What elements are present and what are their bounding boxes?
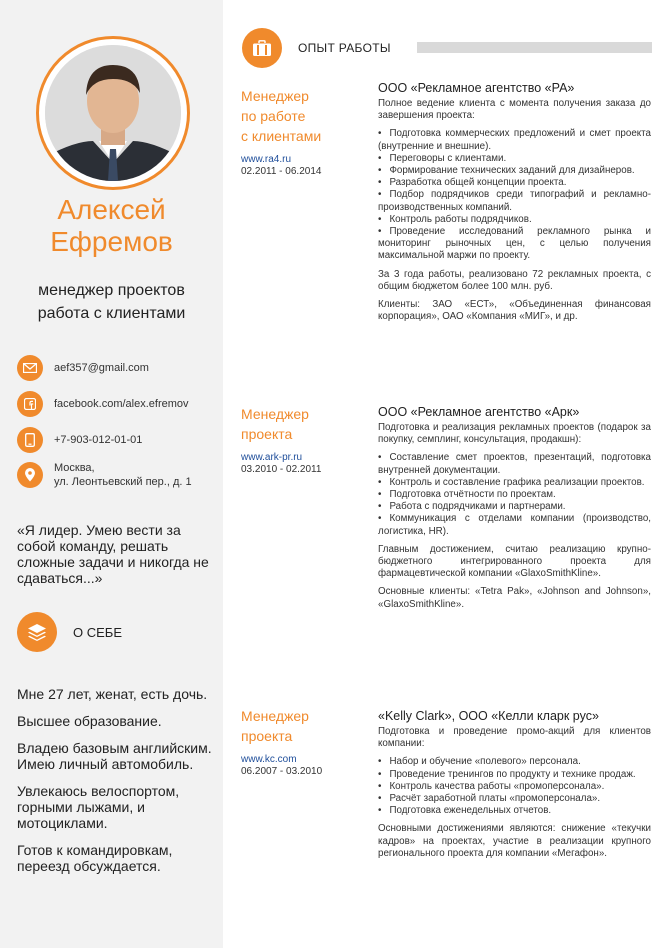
job-dates: 02.2011 - 06.2014 [241,166,322,177]
address-text [54,461,192,489]
list-item: • Коммуникация с отделами компании (производство, логистика, HR). [378,513,651,537]
list-item: • Расчёт заработной платы «промоперсонала». [378,793,651,805]
position-title: Менеджер [241,406,309,422]
mail-icon [17,355,43,381]
heading-divider [417,42,652,53]
job-dates: 06.2007 - 03.2010 [241,766,323,777]
experience-label: ОПЫТ РАБОТЫ [298,41,391,55]
duties-list [378,756,651,817]
list-item: • Разработка общей концепции проекта. [378,177,651,189]
phone-icon [17,427,43,453]
about-paragraph: Высшее образование. [17,713,162,729]
email-text[interactable]: aef357@gmail.com [54,362,149,374]
duties-list [378,128,651,262]
contact-phone [17,426,142,454]
job-dates: 03.2010 - 02.2011 [241,464,322,475]
about-label: О СЕБЕ [73,624,122,640]
position-title: проекта [241,426,293,442]
briefcase-icon [242,28,282,68]
job-intro: Подготовка и реализация рекламных проектов (подарок за покупку, семплинг, консультация, продакшн): [378,422,651,446]
job-note: Главным достижением, считаю реализацию крупно-бюджетного интегрированного проекта для фармацевтической компании «GlaxoSmithKline». [378,543,651,580]
contact-address [17,461,192,489]
company-name: ООО «Рекламное агентство «РА» [378,81,575,95]
list-item: • Подготовка коммерческих предложений и смет проекта (внутренние и внешние). [378,128,651,152]
profile-photo [36,36,190,190]
position-title: Менеджер [241,708,309,724]
duties-list [378,452,651,537]
list-item: • Работа с подрядчиками и партнерами. [378,501,651,513]
company-name: «Kelly Clark», ООО «Келли кларк рус» [378,709,599,723]
list-item: • Подготовка отчётности по проектам. [378,489,651,501]
position-title: проекта [241,728,293,744]
job-note: Клиенты: ЗАО «ЕСТ», «Объединенная финансовая корпорация», ОАО «Компания «МИГ», и др. [378,299,651,323]
list-item: • Подбор подрядчиков среди типографий и рекламно-производственных компаний. [378,189,651,213]
job-note: Основными достижениями являются: снижение «текучки кадров» на проектах, участие в реализации крупного регионального проекта для компании «Мегафон». [378,823,651,859]
list-item: • Проведение тренингов по продукту и технике продаж. [378,769,651,781]
job-meta [241,404,361,476]
about-heading [17,612,122,652]
location-pin-icon [17,462,43,488]
job-meta [241,706,361,778]
address-line1: Москва, [54,462,95,474]
list-item: • Переговоры с клиентами. [378,153,651,165]
contact-facebook [17,390,189,418]
list-item: • Составление смет проектов, презентаций, подготовка внутренней документации. [378,452,651,476]
job-meta [241,86,361,178]
list-item: • Контроль работы подрядчиков. [378,214,651,226]
list-item: • Формирование технических заданий для дизайнеров. [378,165,651,177]
job-title-line2: работа с клиентами [37,305,186,322]
facebook-text[interactable]: facebook.com/alex.efremov [54,398,189,410]
position-title: Менеджер [241,88,309,104]
list-item: • Контроль и составление графика реализации проектов. [378,477,651,489]
about-paragraph: Увлекаюсь велоспортом, горными лыжами, и мотоциклами. [17,783,180,831]
job-note: Основные клиенты: «Tetra Pak», «Johnson and Johnson», «GlaxoSmithKline». [378,586,651,610]
position-title: по работе [241,108,306,124]
personal-quote: «Я лидер. Умею вести за собой команду, решать сложные задачи и никогда не сдаваться...» [17,522,209,586]
about-paragraph: Владею базовым английским. Имею личный автомобиль. [17,740,212,772]
phone-text[interactable]: +7-903-012-01-01 [54,434,143,446]
first-name: Алексей [57,194,166,225]
job-intro: Полное ведение клиента с момента получения заказа до завершения проекта: [378,98,651,122]
list-item: • Проведение исследований рекламного рынка и мониторинг рыночных цен, с целью получения максимальной маржи по проекту. [378,226,651,263]
last-name: Ефремов [50,226,173,257]
company-name: ООО «Рекламное агентство «Арк» [378,405,580,419]
company-link[interactable]: www.kc.com [241,754,297,765]
company-link[interactable]: www.ark-pr.ru [241,452,303,463]
experience-heading [242,28,652,68]
job-details [378,708,651,866]
about-paragraph: Готов к командировкам, переезд обсуждается. [17,842,173,874]
about-paragraph: Мне 27 лет, женат, есть дочь. [17,686,208,702]
list-item: • Подготовка еженедельных отчетов. [378,805,651,817]
job-note: За 3 года работы, реализовано 72 рекламных проекта, с общим бюджетом более 100 млн. руб. [378,268,651,292]
job-title-line1: менеджер проектов [38,282,185,299]
about-text [17,686,217,885]
job-intro: Подготовка и проведение промо-акций для клиентов компании: [378,726,651,750]
job-details [378,80,651,329]
avatar [45,45,181,181]
position-title: с клиентами [241,128,322,144]
list-item: • Контроль качества работы «промоперсонала». [378,781,651,793]
list-item: • Набор и обучение «полевого» персонала. [378,756,651,768]
company-link[interactable]: www.ra4.ru [241,154,292,165]
facebook-icon [17,391,43,417]
job-details [378,404,651,617]
address-line2: ул. Леонтьевский пер., д. 1 [54,476,192,488]
contact-email [17,354,149,382]
layers-icon [17,612,57,652]
